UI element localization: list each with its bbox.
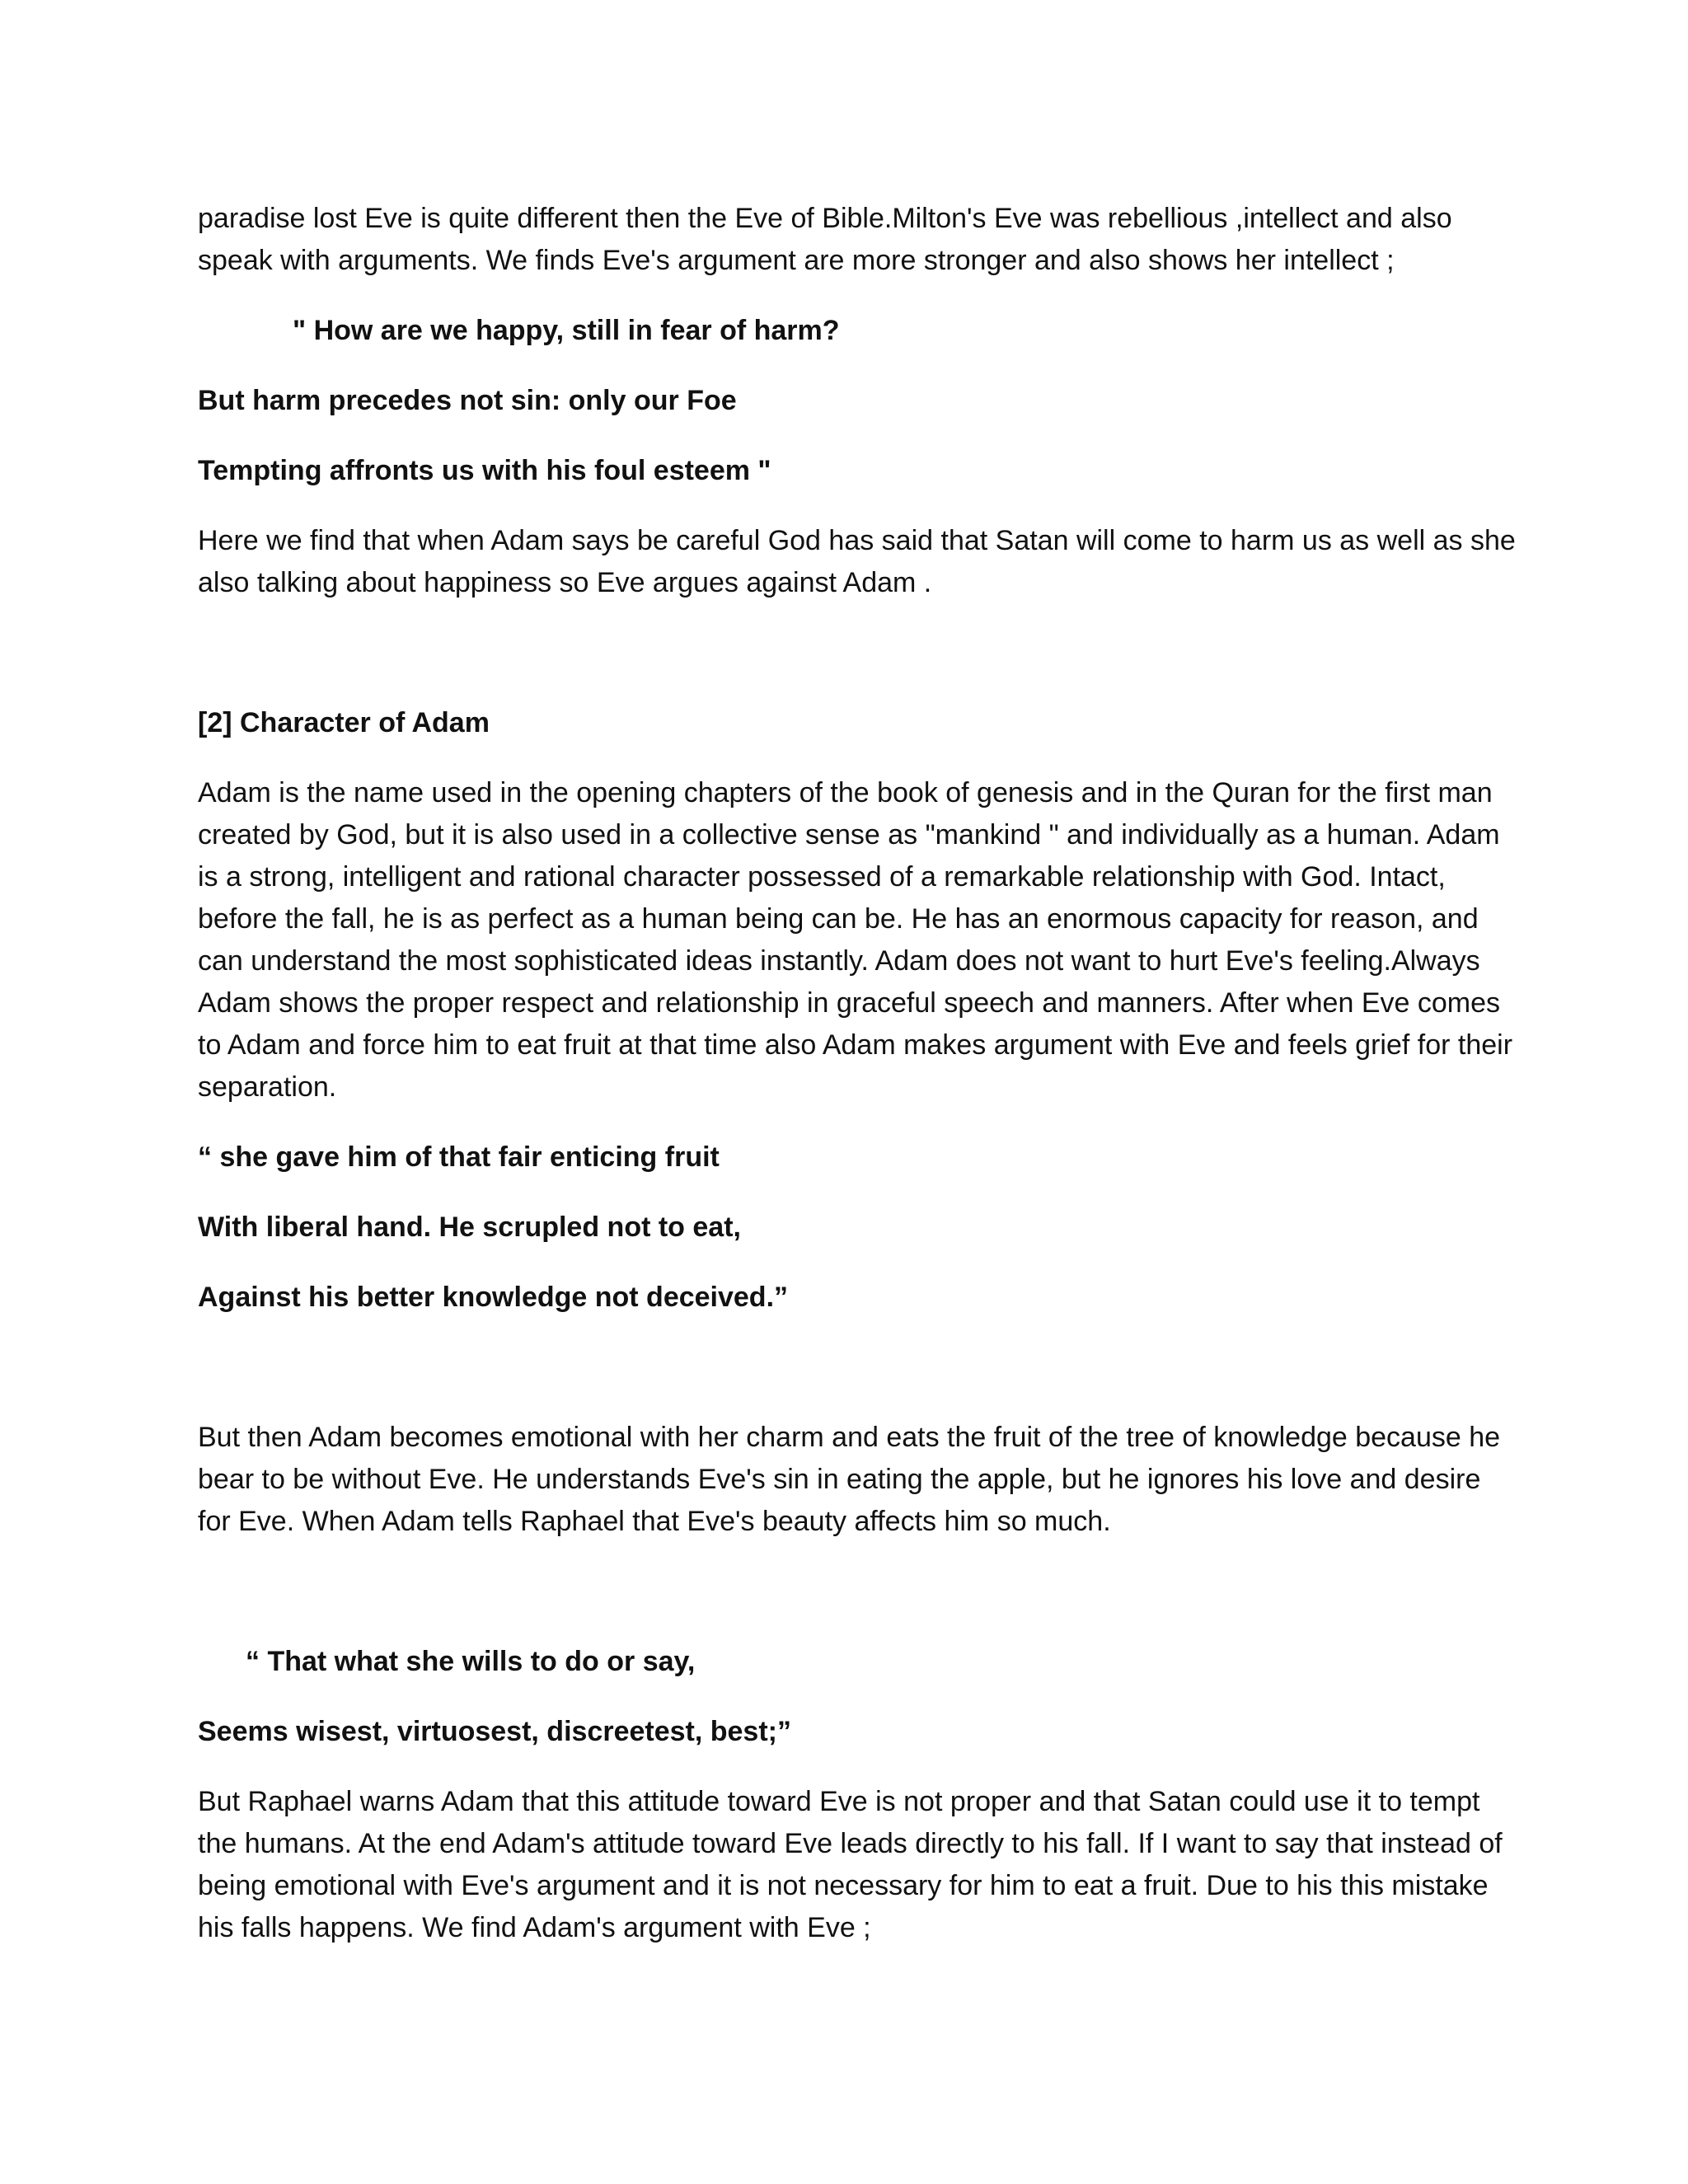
spacer xyxy=(198,1571,1517,1641)
quote-line: " How are we happy, still in fear of harm? xyxy=(293,315,840,346)
body-paragraph: Here we find that when Adam says be careful God has said that Satan will come to harm us as well as she also talking about happiness so Eve argues against Adam . xyxy=(198,525,1516,598)
spacer xyxy=(198,632,1517,702)
section-heading: [2] Character of Adam xyxy=(198,707,490,738)
quote-line: But harm precedes not sin: only our Foe xyxy=(198,385,737,416)
body-paragraph: But then Adam becomes emotional with her charm and eats the fruit of the tree of knowledge because he bear to be without Eve. He understands Eve's sin in eating the apple, but he ignores his love and desire for Eve. When Adam tells Raphael that Eve's beauty affects him so much. xyxy=(198,1422,1501,1537)
quote-line: Against his better knowledge not deceived.” xyxy=(198,1282,789,1313)
quote-line: With liberal hand. He scrupled not to eat, xyxy=(198,1212,741,1243)
spacer xyxy=(198,1347,1517,1417)
quote-line: Seems wisest, virtuosest, discreetest, best;” xyxy=(198,1716,791,1747)
document-page xyxy=(198,198,1517,1977)
quote-line: “ That what she wills to do or say, xyxy=(246,1646,696,1677)
quote-line: “ she gave him of that fair enticing fruit xyxy=(198,1141,720,1173)
body-paragraph: Adam is the name used in the opening chapters of the book of genesis and in the Quran for the first man created by God, but it is also used in a collective sense as "mankind " and individually as a human. Adam is a strong, intelligent and rational character possessed of a remarkable relationship with God. Intact, before the fall, he is as perfect as a human being can be. He has an enormous capacity for reason, and can understand the most sophisticated ideas instantly. Adam does not want to hurt Eve's feeling.Always Adam shows the proper respect and relationship in graceful speech and manners. After when Eve comes to Adam and force him to eat fruit at that time also Adam makes argument with Eve and feels grief for their separation. xyxy=(198,777,1513,1103)
body-paragraph: But Raphael warns Adam that this attitude toward Eve is not proper and that Satan could use it to tempt the humans. At the end Adam's attitude toward Eve leads directly to his fall. If I want to say that instead of being emotional with Eve's argument and it is not necessary for him to eat a fruit. Due to his this mistake his falls happens. We find Adam's argument with Eve ; xyxy=(198,1786,1503,1943)
intro-paragraph: paradise lost Eve is quite different then the Eve of Bible.Milton's Eve was rebellious ,intellect and also speak with arguments. We finds Eve's argument are more stronger and also shows her intellect ; xyxy=(198,203,1452,276)
quote-line: Tempting affronts us with his foul esteem " xyxy=(198,455,771,486)
